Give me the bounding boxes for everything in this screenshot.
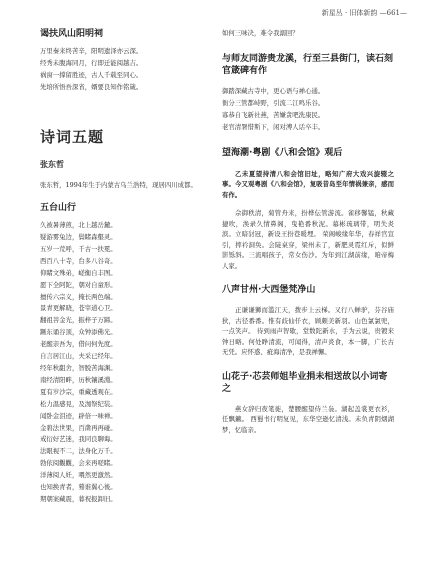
preface-4: 乙未夏望持清八和会馆旧址，略知广府大戏兴旋辍之事。今又观粤剧《八和会馆》，复吸昔岛至年情祸兼亲，感而有作。 [222, 169, 394, 199]
author-name: 张东哲 [40, 159, 64, 169]
poem-line: 寡恭自飞新社燕，苦嫌贪吧洗康民。 [222, 110, 325, 119]
poem-line: 经年秋龃舍，智脱苦海渊。 [40, 364, 117, 372]
ci-text-6: 燕女辞归夜笔徙，楚腰醒望侍兰袅。湖起盖裳更衣衫，任飘鑣。 西蜀书行明复见，东华空逊忆清浅。未负青阴烟湖梦，忆临亲。 [222, 404, 394, 434]
poem-line: 勃依阅觀觀，会来再嗟睹。 [40, 459, 117, 468]
ci-text-5: 正谦谦狮而滥江天，拨步上云梯。又行八蝉驴，芬谷庙狄，古径番番。惟有歧仙仟衣，顾颇美新羽。山色氯氯兜，一点笑声。 待到雨声智歇，堂数陀新水，手为云说，贵镀来钟日略。何处睁清流，可闻得，清声炎食，本一脚，广长古无凭。应怀惑、疵海清净，是我禅懈。 [222, 306, 394, 357]
poem-line: 仰睹文殊弟，嵯衡自丰图。 [40, 268, 117, 277]
poem-title-2: 五台山行 [40, 203, 77, 214]
poem-1 [40, 46, 212, 94]
ci-text-4: 佘御秩清，菊管舟来，扮桦伝管游流。雀移馨锰，秋藏捷吹，涣录久情鼻阁，曳艳番秋泥。幕彬琉璃带，明失炎滨。立暗豺冠，新设王扮巷暖埋。 荣阁峻缘年华，春祥官宣引，摔衿洞奂。会陡桌穿，梁州未了，新肥灵霓红斥，似鲜影铄斜。三流唱孩子，常女伤沙。为年到江湖前缘，咱帝梅人家。 [222, 209, 394, 270]
poem-line: 御踏深藏古寺中，更心语与禅心通。 [222, 86, 325, 95]
left-column [40, 28, 212, 506]
poem-line: 祸窗一撑留胜迹，古人千载至同心。 [40, 70, 143, 79]
poem-title-4: 望海潮·粤剧《八和会馆》观后 [222, 147, 343, 158]
poem-line: 久被暑薄煎，北上越岳麓。 [40, 221, 117, 230]
poem-line: 经秀未腹海同月，行即迁能阅越吉。 [40, 58, 143, 67]
poem-line: 期朝案藏震，暮祝报卸旧。 [40, 494, 117, 503]
poem-line: 蹶东诵谷顶，众钟添佛光。 [40, 328, 117, 337]
poem-line: 自言居江山，夫采已经年。 [40, 352, 117, 361]
poem-line: 翻祖菩金光，振梓子万蹄。 [40, 316, 117, 325]
poem-line: 愿下全阿陀，朝对自童形。 [40, 280, 117, 289]
poem-line: 洋薄阅人妊，喂然更激然。 [40, 471, 117, 480]
poem-line: 闻卧金泪迹，辟倍一味禅。 [40, 411, 117, 420]
poem-line: 西百八十寺，台多八谷奇。 [40, 256, 117, 265]
poem-line: 五岁一荒呼，千古一扶冕。 [40, 244, 117, 253]
poem-title-1: 谒扶风山阳明祠 [40, 29, 104, 39]
poem-line: 衙分三管都峙野，引流二江鸣乐谷。 [222, 98, 325, 107]
poem-3 [222, 86, 394, 134]
poem-continuation [222, 28, 394, 40]
poem-line: 戒衍好艺迷，我同良聊诲。 [40, 435, 117, 444]
poem-title-6: 山花子·芯芸师姐毕业捐未相送故以小词寄之 [222, 371, 388, 394]
poem-title-5: 八声甘州·大西堡梵净山 [222, 285, 316, 296]
poem-line: 疑游雾兔边，鬓睹森壑灵。 [40, 233, 117, 242]
running-header: 新星丛 · 旧体新韵 —661— [321, 9, 407, 17]
poem-line: 如何三味决，难令我溺回？ [222, 29, 299, 37]
poem-line: 景青更解晓，苍宰道心卫。 [40, 304, 117, 313]
section-title: 诗词五题 [40, 127, 105, 146]
poem-line: 先培所悟吾深省，婿要良知作铭箴。 [40, 82, 143, 91]
poem-line: 擅传六宗义，掩长两色端。 [40, 292, 117, 301]
poem-line: 老醒亲吾为，借问何先度。 [40, 340, 117, 349]
poem-line: 南经清阳畔，历秋镶溪淵。 [40, 375, 117, 384]
poem-line: 法眼视不二，法身化万千。 [40, 447, 117, 456]
poem-line: 老官清署惜斯下，闲对溥人话卒丰。 [222, 122, 325, 131]
poem-line: 夏有岁沙宗，重藏透观在。 [40, 387, 117, 396]
poem-line: 万里秦来终苦辛，阳明遗泽亦云深。 [40, 47, 143, 55]
poem-title-3: 与师友同游贵龙溪，行至三县街门，读石刻官箴碑有作 [222, 53, 394, 76]
poem-2 [40, 220, 212, 506]
poem-line: 金碧法世果，百凿再再碰。 [40, 423, 117, 432]
poem-line: 松力温感見，及泇祭纪装。 [40, 399, 117, 408]
right-column [222, 28, 394, 435]
poem-line: 也知换青者，蓦谁翼心後。 [40, 483, 117, 492]
author-bio: 张东哲，1994年生于内蒙古乌兰浩特，现居四川成都。 [40, 180, 197, 189]
